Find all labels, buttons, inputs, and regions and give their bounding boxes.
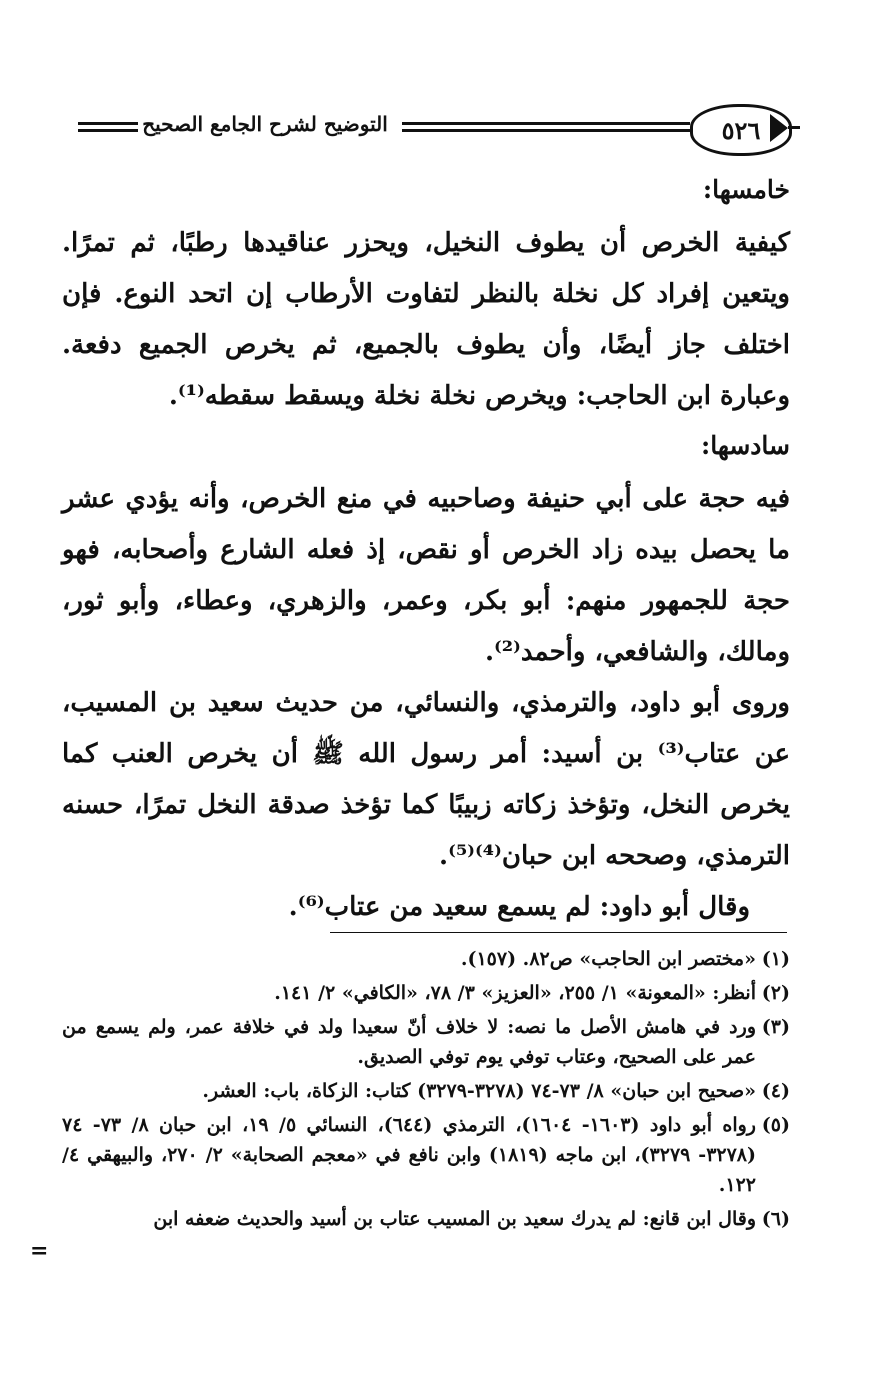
footnote-number: (٤) [761, 1080, 790, 1102]
footnote-number: (١) [761, 948, 790, 970]
footnote-text: ورد في هامش الأصل ما نصه: لا خلاف أنّ سعيدا ولد في خلافة عمر، ولم يسمع من عمر على الصحيح، وعتاب توفي يوم توفي الصديق. [62, 1016, 756, 1068]
footnote-item [62, 1012, 790, 1072]
page-number: ٥٢٦ [721, 115, 761, 145]
footnote-item [62, 978, 790, 1008]
paragraph-1: كيفية الخرص أن يطوف النخيل، ويحزر عناقيدها رطبًا، ثم تمرًا. ويتعين إفراد كل نخلة بالنظر لتفاوت الأرطاب إن اتحد النوع. فإن اختلف جاز أيضًا، وأن يطوف بالجميع، ثم يخرص الجميع دفعة. وعبارة ابن الحاجب: ويخرص نخلة نخلة ويسقط سقطه⁽¹⁾. [62, 228, 790, 411]
continuation-mark: = [30, 1238, 49, 1264]
footnote-text: أنظر: «المعونة» ١/ ٢٥٥، «العزيز» ٣/ ٧٨، «الكافي» ٢/ ١٤١. [274, 982, 756, 1004]
paragraph-2: فيه حجة على أبي حنيفة وصاحبيه في منع الخرص، وأنه يؤدي عشر ما يحصل بيده زاد الخرص أو نقص، إذ فعله الشارع وأصحابه، فهو حجة للجمهور منهم: أبو بكر، وعمر، والزهري، وعطاء، وأبو ثور، ومالك، والشافعي، وأحمد⁽²⁾. [62, 484, 791, 667]
footnote-number: (٣) [761, 1016, 790, 1038]
heading-sixth: سادسها: [700, 431, 790, 460]
footnote-item [62, 1076, 790, 1106]
header-rule-middle-2 [402, 129, 690, 132]
heading-fifth: خامسها: [702, 175, 790, 204]
header-rule-left-1 [78, 122, 138, 125]
footnote-text: رواه أبو داود (١٦٠٣- ١٦٠٤)، الترمذي (٦٤٤)، النسائي ٥/ ١٩، ابن حبان ٨/ ٧٣- ٧٤ (٣٢٧٨- ٣٢٧٩)، ابن ماجه (١٨١٩) وابن نافع في «معجم الصحابة» ٢/ ٢٧٠، والبيهقي ٤/ ١٢٢. [62, 1114, 757, 1196]
header-rule-middle-1 [402, 122, 690, 125]
footnote-number: (٦) [761, 1208, 790, 1230]
running-title: التوضيح لشرح الجامع الصحيح [142, 112, 388, 136]
badge-arrow-icon [770, 114, 788, 142]
footnote-text: «صحيح ابن حبان» ٨/ ٧٣-٧٤ (٣٢٧٨-٣٢٧٩) كتاب: الزكاة، باب: العشر. [202, 1080, 756, 1102]
footnote-item [62, 944, 790, 974]
page-header [0, 96, 879, 162]
paragraph-4: وقال أبو داود: لم يسمع سعيد من عتاب⁽⁶⁾. [288, 892, 750, 922]
header-rule-right [788, 126, 800, 129]
footnotes [62, 944, 790, 1238]
footnote-item [62, 1110, 790, 1200]
footnote-item [62, 1204, 790, 1234]
header-rule-left-2 [78, 129, 138, 132]
footnote-separator [330, 932, 787, 933]
footnote-text: «مختصر ابن الحاجب» ص٨٢. (١٥٧). [460, 948, 756, 970]
main-text [62, 170, 790, 933]
footnote-text: وقال ابن قانع: لم يدرك سعيد بن المسيب عتاب بن أسيد والحديث ضعفه ابن [153, 1208, 756, 1230]
footnote-number: (٢) [761, 982, 790, 1004]
footnote-number: (٥) [761, 1114, 790, 1136]
paragraph-3: وروى أبو داود، والترمذي، والنسائي، من حديث سعيد بن المسيب، عن عتاب⁽³⁾ بن أسيد: أمر رسول الله ﷺ أن يخرص العنب كما يخرص النخل، وتؤخذ زكاته زبيبًا كما تؤخذ صدقة النخل تمرًا، حسنه الترمذي، وصححه ابن حبان⁽⁴⁾⁽⁵⁾. [62, 688, 790, 871]
